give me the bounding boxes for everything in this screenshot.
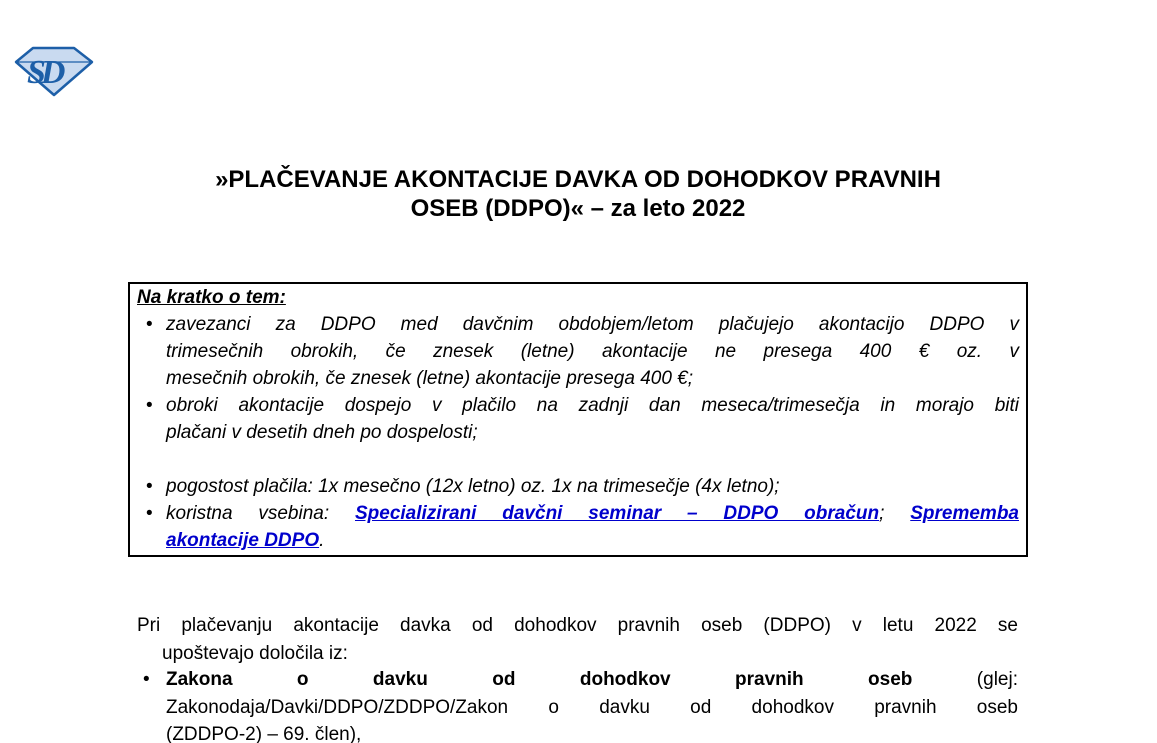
text-line: trimesečnih obrokih, če znesek (letne) akontacije ne presega 400 € oz. v (166, 341, 1019, 362)
document-title-line2: OSEB (DDPO)« – za leto 2022 (410, 195, 746, 222)
text-line: Pri plačevanju akontacije davka od dohodkov pravnih oseb (DDPO) v letu 2022 se (137, 615, 1018, 636)
text-line: • obroki akontacije dospejo v plačilo na zadnji dan meseca/trimesečja in morajo biti (166, 395, 1019, 416)
useful-content-label: koristna vsebina: (166, 503, 355, 524)
sentence-terminator: . (319, 530, 325, 551)
sd-diamond-logo (14, 46, 94, 97)
summary-bullet-frequency (137, 473, 1019, 500)
text-line: • pogostost plačila: 1x mesečno (12x letno) oz. 1x na trimesečje (4x letno); (166, 476, 780, 497)
law-bullet-zddpo (137, 666, 1018, 743)
law-see-note: (glej: (912, 669, 1018, 690)
link-separator: ; (879, 503, 911, 524)
summary-box (128, 282, 1028, 557)
link-specializirani-davcni-seminar[interactable]: Specializirani davčni seminar – DDPO obračun (354, 503, 880, 524)
link-sprememba-akontacije-part1[interactable]: Sprememba (910, 503, 1020, 524)
text-line: mesečnih obrokih, če znesek (letne) akontacije presega 400 €; (166, 368, 694, 389)
text-line: Zakonodaja/Davki/DDPO/ZDDPO/Zakon o davku od dohodkov pravnih oseb (166, 696, 1018, 718)
document-title-line1: »PLAČEVANJE AKONTACIJE DAVKA OD DOHODKOV PRAVNIH (215, 166, 941, 193)
text-line (166, 527, 1019, 554)
law-reference-section (137, 666, 1018, 743)
document-title (128, 165, 1028, 223)
logo-letters: SD (27, 54, 61, 91)
text-line: upoštevajo določila iz: (162, 642, 348, 664)
summary-bullet-installments (137, 311, 1019, 392)
text-line: (ZDDPO-2) – 69. člen), (166, 724, 362, 743)
diamond-gem-icon (14, 46, 94, 97)
summary-bullet-due-dates (137, 392, 1019, 446)
link-sprememba-akontacije-part2[interactable]: akontacije DDPO (166, 530, 320, 551)
blank-line (137, 446, 1019, 473)
law-name-bold: Zakona o davku od dohodkov pravnih oseb (166, 669, 913, 690)
text-line (166, 500, 1019, 527)
intro-paragraph (137, 612, 1018, 667)
text-line (166, 666, 1018, 694)
summary-bullet-useful-content (137, 500, 1019, 554)
summary-heading: Na kratko o tem: (137, 287, 286, 308)
text-line: plačani v desetih dneh po dospelosti; (166, 422, 478, 443)
text-line: • zavezanci za DDPO med davčnim obdobjem/letom plačujejo akontacijo DDPO v (166, 314, 1019, 335)
